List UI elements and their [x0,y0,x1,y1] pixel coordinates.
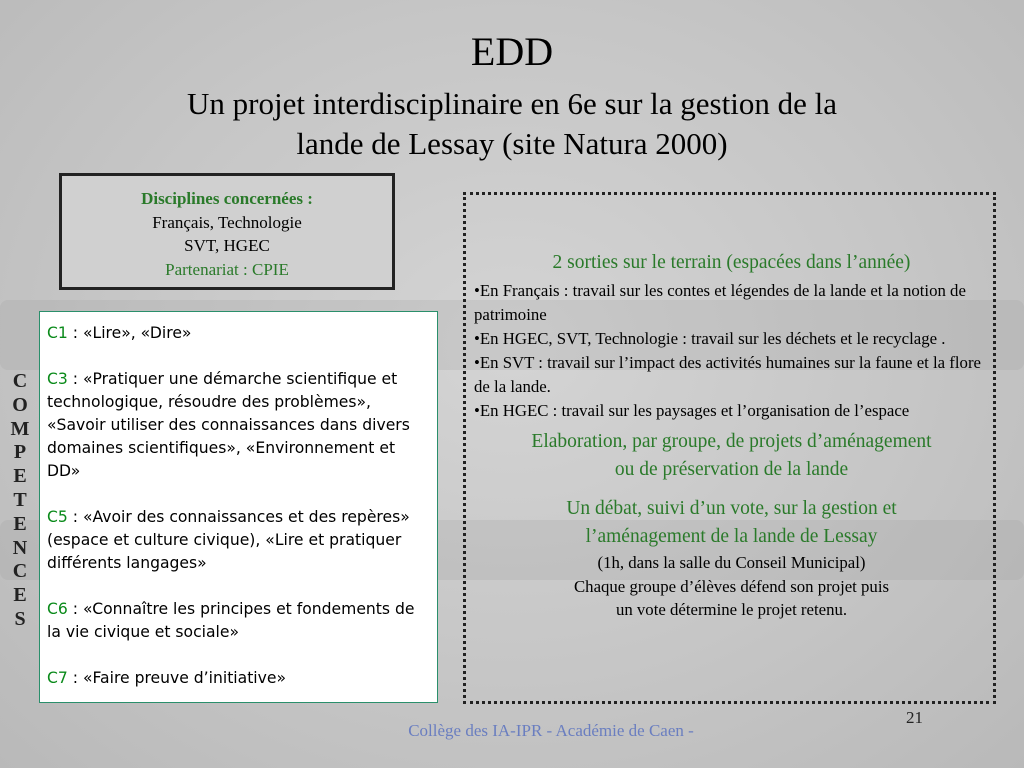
competences-vertical-label [9,370,31,632]
detail-line: (1h, dans la salle du Conseil Municipal) [597,553,866,572]
elaboration-line: ou de préservation de la lande [614,459,849,480]
activity-bullet: •En Français : travail sur les contes et légendes de la lande et la notion de patrimoine [474,281,966,324]
footer-text: Collège des IA-IPR - Académie de Caen - [408,721,694,740]
debate-line: Un débat, suivi d’un vote, sur la gestion et [566,498,897,519]
subtitle-line: Un projet interdisciplinaire en 6e sur la gestion de la [187,86,837,121]
competences-box [39,311,438,703]
vertical-letter: M [10,417,30,440]
debate-details [474,551,989,622]
elaboration-line: Elaboration, par groupe, de projets d’aménagement [531,431,932,452]
slide-subtitle [112,84,912,164]
competence-code: C7 [47,669,68,687]
activity-bullet: •En SVT : travail sur l’impact des activités humaines sur la faune et la flore de la lande. [474,353,981,396]
competence-code: C1 [47,324,68,342]
competence-code: C3 [47,370,68,388]
vertical-letter: E [13,584,27,607]
disciplines-box [59,173,395,290]
activity-bullets [474,279,989,423]
page-number: 21 [906,708,923,727]
debate-line: l’aménagement de la lande de Lessay [585,526,878,547]
vertical-letter: T [13,488,27,511]
vertical-letter: C [12,560,28,583]
vertical-letter: E [13,512,27,535]
disciplines-heading: Disciplines concernées : [141,189,313,208]
subtitle-line: lande de Lessay (site Natura 2000) [296,126,728,161]
detail-line: Chaque groupe d’élèves défend son projet puis [573,576,890,596]
competence-item [47,368,431,483]
competence-text: : «Faire preuve d’initiative» [67,669,287,687]
vertical-letter: C [12,370,28,392]
competence-text: : «Connaître les principes et fondements de la vie civique et sociale» [47,600,415,641]
competence-text: : «Pratiquer une démarche scientifique et technologique, résoudre des problèmes», «Savoir utiliser des connaissances dans divers domaines scientifiques», «Environnement et DD» [47,370,410,480]
sorties-title: 2 sorties sur le terrain (espacées dans l’année) [552,252,911,273]
detail-line: un vote détermine le projet retenu. [615,600,848,619]
partner-line: Partenariat : CPIE [165,259,289,279]
vertical-letter: N [12,536,28,559]
activity-bullet: •En HGEC, SVT, Technologie : travail sur les déchets et le recyclage . [474,329,946,348]
disciplines-line: SVT, HGEC [184,236,270,255]
activity-bullet: •En HGEC : travail sur les paysages et l’organisation de l’espace [474,401,910,420]
vertical-letter: E [13,465,27,488]
competence-item [47,598,431,644]
activities-box [463,192,996,704]
vertical-letter: O [12,393,28,416]
competence-item [47,506,431,575]
disciplines-line: Français, Technologie [152,212,302,232]
debate-heading [474,495,989,551]
competence-code: C6 [47,600,68,618]
competence-item [47,667,431,690]
vertical-letter: S [14,607,26,630]
competence-code: C5 [47,508,68,526]
vertical-letter: P [13,441,27,464]
competence-item [47,322,431,345]
competence-text: : «Avoir des connaissances et des repères» (espace et culture civique), «Lire et pratiquer différents langages» [47,508,410,572]
slide-title: EDD [470,29,554,74]
elaboration-text [474,428,989,484]
competence-text: : «Lire», «Dire» [67,324,192,342]
